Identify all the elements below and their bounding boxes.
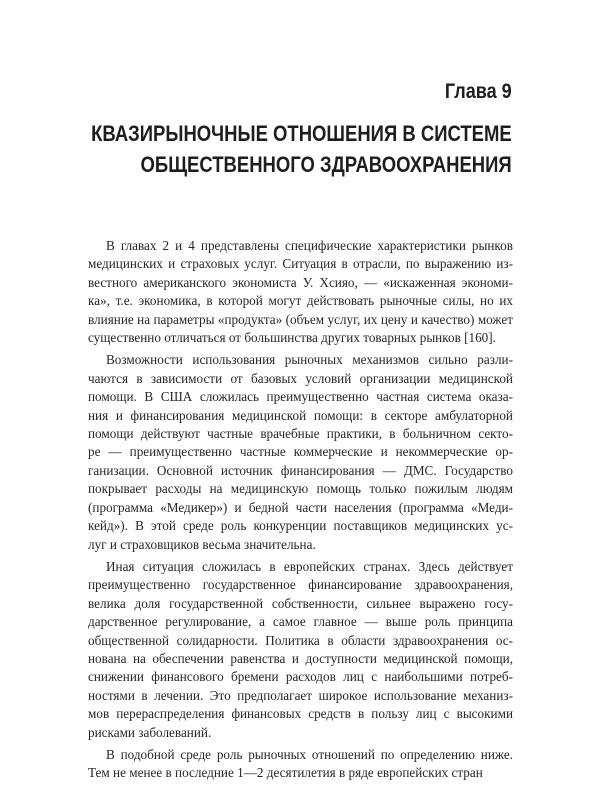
text-line: общественной солидарности. Политика в области здравоохранения ос- [88,632,513,648]
text-line: рисками заболеваний. [88,724,212,740]
text-line: помощи действуют частные врачебные практики, в больничном секто- [88,426,513,442]
text-line: ностями в лечении. Это предполагает широкое использование механиз- [88,687,513,703]
text-line: снижении финансового бремени расходов лиц с наибольшими потреб- [88,669,513,685]
text-line: кейд»). В этой среде роль конкуренции поставщиков медицинских ус- [88,518,513,534]
text-line: существенно отличаться от большинства других товарных рынков [160]. [88,330,496,346]
text-line: ганизации. Основной источник финансирования — ДМС. Государство [88,462,513,478]
chapter-label: Глава 9 [445,80,512,103]
text-line: ка», т.е. экономика, в которой могут действовать рыночные силы, но их [88,293,513,309]
chapter-title-line: ОБЩЕСТВЕННОГО ЗДРАВООХРАНЕНИЯ [140,152,512,177]
text-line: (программа «Медикер») и бедной части населения (программа «Меди- [88,499,513,515]
text-line: луг и страховщиков весьма значительна. [88,536,316,552]
text-line: нована на обеспечении равенства и доступности медицинской помощи, [88,650,513,666]
text-line: Тем не менее в последние 1—2 десятилетия в ряде европейских стран [88,765,483,781]
text-line: ре — преимущественно частные коммерческие и некоммерческие ор- [88,444,513,460]
paragraph [88,746,513,783]
text-line: влияние на параметры «продукта» (объем услуг, их цену и качество) может [88,311,513,327]
text-line: ния и финансирования медицинской помощи: в секторе амбулаторной [88,407,513,423]
text-line: Возможности использования рыночных механизмов сильно разли- [106,352,513,368]
text-line: мов перераспределения финансовых средств в пользу лиц с высокими [88,706,513,722]
text-line: покрывает расходы на медицинскую помощь только пожилым людям [88,481,513,497]
chapter-title [91,118,512,180]
text-line: преимущественно государственное финансирование здравоохранения, [88,577,513,593]
text-line: В главах 2 и 4 представлены специфические характеристики рынков [106,238,513,253]
paragraph [88,351,513,553]
paragraph [88,558,513,742]
chapter-title-line: КВАЗИРЫНОЧНЫЕ ОТНОШЕНИЯ В СИСТЕМЕ [91,121,512,146]
body-text [88,237,513,787]
text-line: дарственное регулирование, а самое главное — выше роль принципа [88,614,513,630]
text-line: медицинских и страховых услуг. Ситуация в отрасли, по выражению из- [88,256,513,272]
text-line: В подобной среде роль рыночных отношений по определению ниже. [106,746,513,762]
text-line: помощи. В США сложилась преимущественно частная система оказа- [88,389,513,405]
text-line: чаются в зависимости от базовых условий организации медицинской [88,370,513,386]
paragraph [88,237,513,347]
text-line: велика доля государственной собственности, сильнее выражено госу- [88,595,513,611]
text-line: вестного американского экономиста У. Хсияо, — «искаженная экономи- [88,274,513,290]
text-line: Иная ситуация сложилась в европейских странах. Здесь действует [106,558,513,574]
